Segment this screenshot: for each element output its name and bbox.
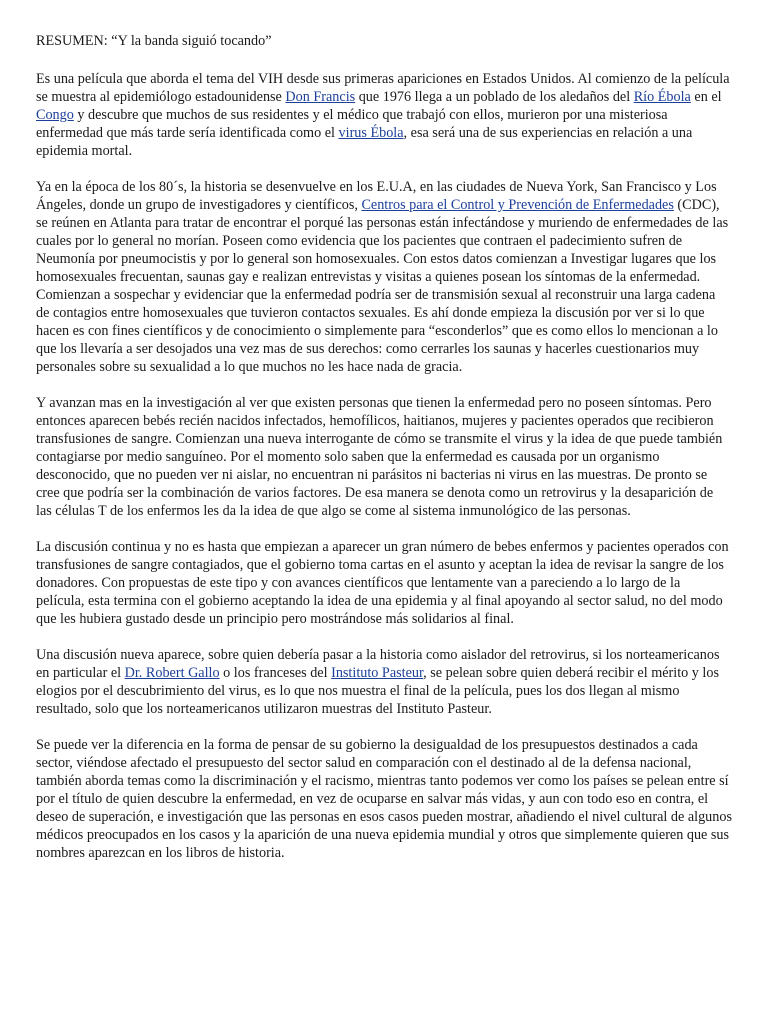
- paragraph-text: Es una película que aborda el tema del VIH desde sus primeras apariciones en Estados Unidos. Al comienzo de la película se muestra al epidemiólogo estadounidense: [36, 71, 730, 105]
- paragraph-text: en el: [690, 89, 722, 105]
- paragraph-text: La discusión continua y no es hasta que empiezan a aparecer un gran número de bebes enfermos y pacientes operados con transfusiones de sangre contagiados, que el gobierno toma cartas en el asunto y aceptan la idea de revisar la sangre de los donadores. Con propuestas de este tipo y con avances científicos que lentamente van a pareciendo a lo largo de la película, esta termina con el gobierno aceptando la idea de una epidemia y al final apoyando al sector salud, no del modo que les hubiera gustado desde un principio pero mostrándose más solidarios al final.: [36, 539, 729, 627]
- paragraph: [36, 394, 732, 520]
- paragraph: [36, 736, 732, 862]
- inline-link[interactable]: Río Ébola: [633, 89, 691, 105]
- paragraph: [36, 646, 732, 718]
- paragraph-text: Ya en la época de los 80´s, la historia se desenvuelve en los E.U.A, en las ciudades de Nueva York, San Francisco y Los Ángeles, donde un grupo de investigadores y científicos,: [36, 179, 717, 213]
- paragraph-text: que 1976 llega a un poblado de los aledaños del: [355, 89, 634, 105]
- inline-link[interactable]: Dr. Robert Gallo: [124, 665, 220, 681]
- inline-link[interactable]: Congo: [36, 107, 74, 123]
- inline-link[interactable]: Don Francis: [285, 89, 356, 105]
- document-title: RESUMEN: “Y la banda siguió tocando”: [36, 33, 272, 49]
- paragraph-text: y descubre que muchos de sus residentes y el médico que trabajó con ellos, murieron por una misteriosa enfermedad que más tarde sería identificada como el: [36, 107, 668, 141]
- paragraph-text: Y avanzan mas en la investigación al ver que existen personas que tienen la enfermedad pero no poseen síntomas. Pero entonces aparecen bebés recién nacidos infectados, hemofílicos, haitianos, mujeres y pacientes operados que recibieron transfusiones de sangre. Comienzan una nueva interrogante de cómo se transmite el virus y la idea de que puede también contagiarse por medio sanguíneo. Por el momento solo saben que la enfermedad es causada por un organismo desconocido, que no pueden ver ni aislar, no encuentran ni parásitos ni bacterias ni virus en las muestras. De pronto se cree que podría ser la combinación de varios factores. De esa manera se denota como un retrovirus y la desaparición de las células T de los enfermos les da la idea de que algo se come al sistema inmunológico de las personas.: [36, 395, 723, 519]
- paragraph-text: (CDC), se reúnen en Atlanta para tratar de encontrar el porqué las personas están infectándose y muriendo de enfermedades de las cuales por lo general no morían. Poseen como evidencia que los pacientes que contraen el padecimiento sufren de Neumonía por pneumocistis y por lo general son homosexuales. Con estos datos comienzan a Investigar lugares que los homosexuales frecuentan, saunas gay e realizan entrevistas y visitas a quienes posean los síntomas de la enfermedad. Comienzan a sospechar y evidenciar que la enfermedad podría ser de transmisión sexual al reconstruir una larga cadena de contagios entre homosexuales que tuvieron contactos sexuales. Es ahí donde empieza la discusión por ver si lo que hacen es con fines científicos y de conocimiento o simplemente para “esconderlos” que es como ellos lo mencionan a lo que los llevaría a ser desojados una vez mas de sus derechos: como cerrarles los saunas y hacerles cuestionarios muy personales sobre su sexualidad a lo que muchos no les hace nada de gracia.: [36, 197, 729, 375]
- inline-link[interactable]: Instituto Pasteur: [331, 665, 424, 681]
- inline-link[interactable]: Centros para el Control y Prevención de Enfermedades: [361, 197, 674, 213]
- paragraph: [36, 70, 732, 160]
- paragraph-text: , esa será una de sus experiencias en relación a una epidemia mortal.: [36, 125, 693, 159]
- paragraph-text: , se pelean sobre quien deberá recibir el mérito y los elogios por el descubrimiento del virus, es lo que nos muestra el final de la película, pues los dos llegan al mismo resultado, solo que los norteamericanos utilizaron muestras del Instituto Pasteur.: [36, 665, 719, 717]
- paragraph-text: Se puede ver la diferencia en la forma de pensar de su gobierno la desigualdad de los presupuestos destinados a cada sector, viéndose afectado el presupuesto del sector salud en comparación con el destinado al de la defensa nacional, también aborda temas como la discriminación y el racismo, mientras tanto podemos ver como los países se pelean entre sí por el título de quien descubre la enfermedad, en vez de ocuparse en salvar más vidas, y aun con todo eso en contra, el deseo de superación, e investigación que las personas en esos casos pueden mostrar, añadiendo el nivel cultural de algunos médicos preocupados en los casos y la aparición de una nueva epidemia mundial y otros que simplemente quieren que sus nombres aparezcan en los libros de historia.: [36, 737, 732, 861]
- inline-link[interactable]: virus Ébola: [338, 125, 404, 141]
- document-body: [36, 70, 732, 862]
- paragraph: [36, 538, 732, 628]
- paragraph: [36, 178, 732, 376]
- document-page: [36, 32, 732, 880]
- paragraph-text: o los franceses del: [219, 665, 332, 681]
- paragraph-text: Una discusión nueva aparece, sobre quien debería pasar a la historia como aislador del retrovirus, si los norteamericanos en particular el: [36, 647, 720, 681]
